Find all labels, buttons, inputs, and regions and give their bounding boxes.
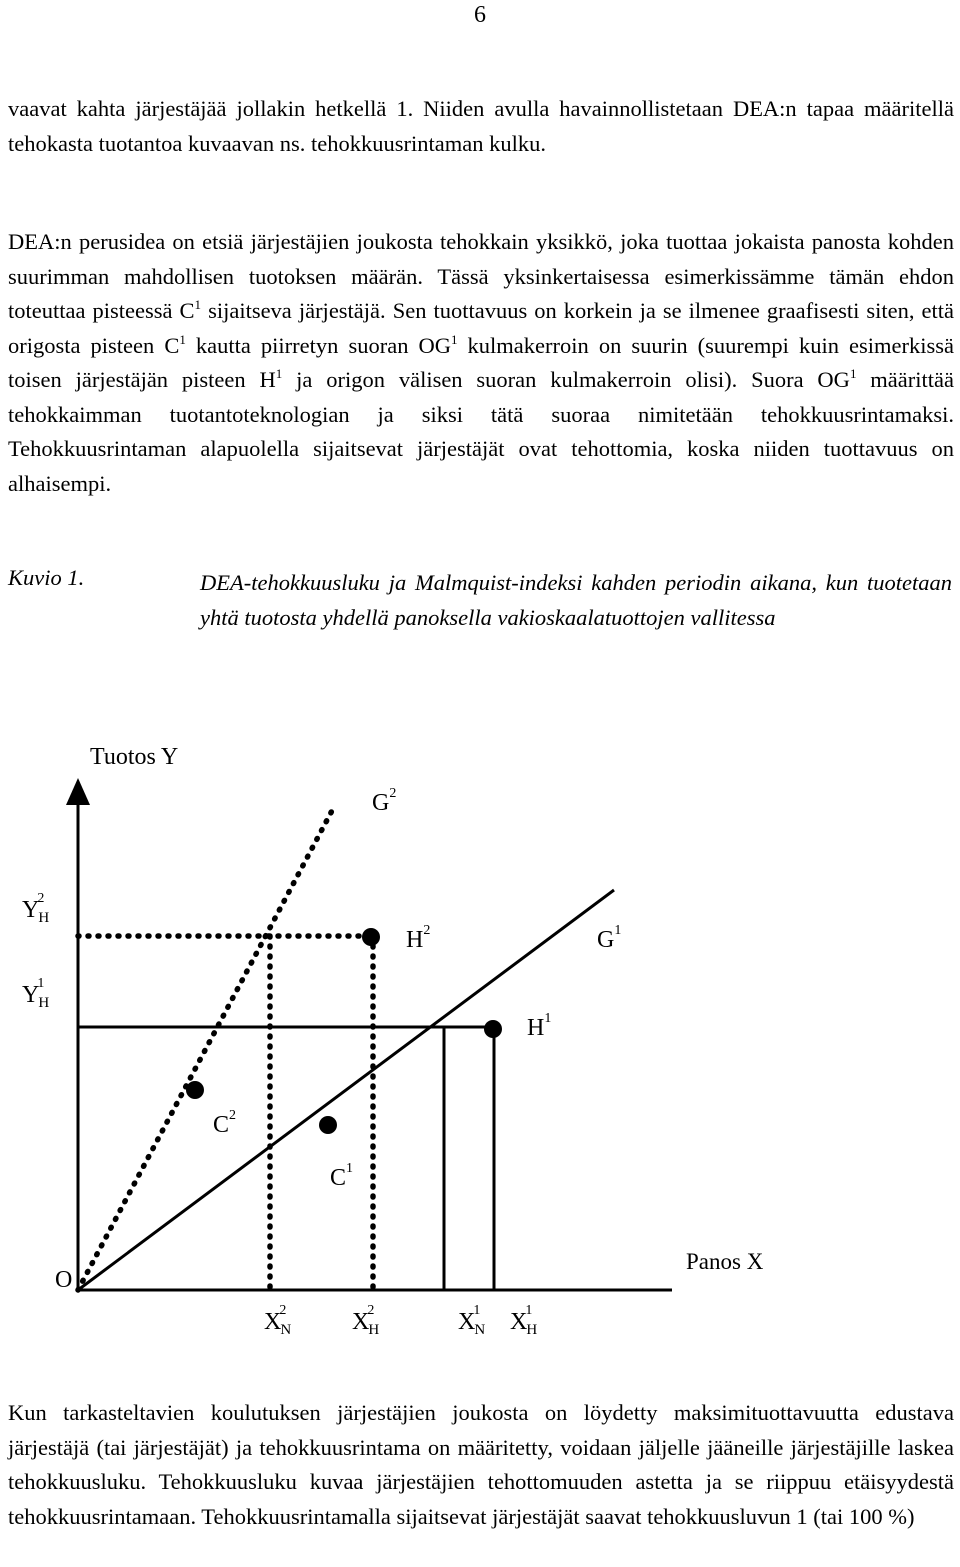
label-yh2: Y2 H [22,891,50,926]
text-segment: DEA:n perusidea on etsiä järjestäjien joukosta tehokkain yksikkö, joka tuottaa jokaista panosta kohden suurimman mahdollisen tuotoksen määrän. Tässä yksinkertaisessa esimerkissämme tämän ehdon toteuttaa pisteessä C [8,229,954,323]
label-h1: $H^1$ [527,1011,552,1041]
point-c1 [319,1116,337,1134]
label-g2: $G^2$ [372,786,397,816]
figure-caption-text: DEA-tehokkuusluku ja Malmquist-indeksi kahden periodin aikana, kun tuotetaan yhtä tuotosta yhdellä panoksella vakioskaalatuottojen vallitessa [200,570,952,630]
page-number: 6 [474,2,486,28]
text-segment: kulmakerroin on suurin (suurempi kuin esimerkissä toisen järjestäjän pisteen H [8,332,954,392]
superscript: 1 [849,366,857,381]
label-yh1: Y1 H [22,976,50,1011]
x-axis-label: Panos X [686,1249,764,1274]
label-c1: $C^1$ [330,1161,354,1191]
label-h2: $H^2$ [406,923,431,953]
text-segment: ja origon välisen suoran kulmakerroin olisi). Suora OG [282,367,850,392]
line-og1 [78,890,614,1290]
superscript: 1 [275,366,283,381]
point-h2 [362,928,380,946]
label-g1: $G^1$ [597,923,622,953]
figure-caption-label: Kuvio 1. [8,565,85,590]
line-og2 [78,805,335,1290]
superscript: 1 [451,331,458,347]
text-segment: kautta piirretyn suoran OG [185,332,451,358]
superscript: 1 [194,297,202,312]
label-xn2: X2 N [264,1303,292,1338]
label-xh2: X2 H [352,1303,380,1338]
superscript: 1 [179,331,186,347]
y-axis-label: Tuotos Y [90,744,179,770]
paragraph-dea-idea [8,225,954,501]
label-c2: $C^2$ [213,1108,237,1138]
text-segment: määrittää tehokkaimman tuotantoteknologian ja siksi tätä suoraa nimitetään tehokkuusrintamaksi. Tehokkuusrintaman alapuolella sijaitsevat järjestäjät ovat tehottomia, koska niiden tuottavuus on alhaisempi. [8,367,954,496]
label-xh1: X1 H [510,1303,538,1338]
text-segment: sijaitseva järjestäjä. Sen tuottavuus on korkein ja se ilmenee graafisesti siten, että origosta pisteen C [8,298,955,358]
paragraph-intro: vaavat kahta järjestäjää jollakin hetkellä 1. Niiden avulla havainnollistetaan DEA:n tapaa määritellä tehokasta tuotantoa kuvaavan ns. tehokkuusrintaman kulku. [8,96,954,156]
point-c2 [186,1081,204,1099]
point-h1 [484,1020,502,1038]
label-xn1: X1 N [458,1303,486,1338]
paragraph-efficiency: Kun tarkasteltavien koulutuksen järjestäjien joukosta on löydetty maksimituottavuutta edustava järjestäjä (tai järjestäjät) ja tehokkuusrintama on määritetty, voidaan jäljelle jääneille järjestäjille laskea tehokkuusluku. Tehokkuusluku kuvaa järjestäjien tehottomuuden astetta ja se riippuu etäisyydestä tehokkuusrintamaan. Tehokkuusrintamalla sijaitsevat järjestäjät saavat tehokkuusluvun 1 (tai 100 %) [8,1400,954,1529]
dea-figure [0,720,960,1380]
origin-label: O [55,1267,73,1293]
